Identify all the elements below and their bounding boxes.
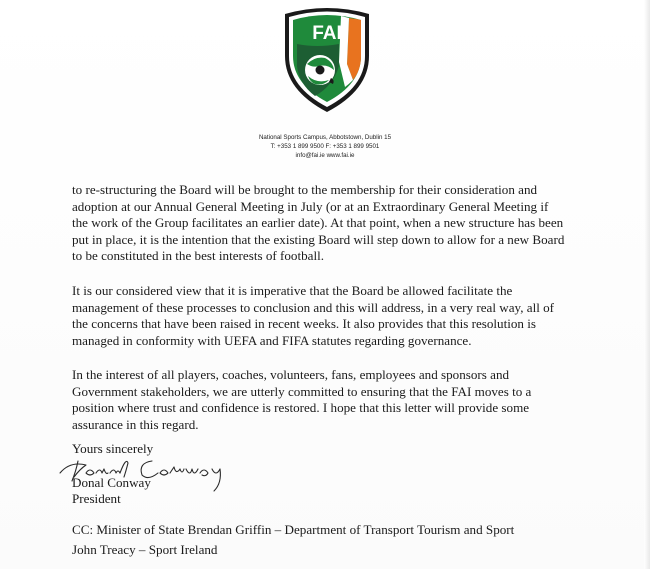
paragraph-line: the work of the Group facilitates an earlier date). At that point, when a new structure has been [72,215,564,231]
paragraph-line: put in place, it is the intention that the existing Board will step down to allow for a new Board [72,231,565,247]
paragraph-line: In the interest of all players, coaches, volunteers, fans, employees and sponsors and [72,367,510,382]
signer-title: President [72,491,121,506]
paragraph-line: to re-structuring the Board will be brought to the membership for their consideration and [72,182,538,197]
paragraph-line: adoption at our Annual General Meeting in July (or at an Extraordinary General Meeting if [72,198,549,214]
letterhead-address: National Sports Campus, Abbotstown, Dublin 15 [258,134,392,141]
paragraph-line: It is our considered view that it is imperative that the Board be allowed facilitate the [72,283,513,298]
fai-crest-logo [277,4,377,116]
letterhead-phone: T: +353 1 899 9500 F: +353 1 899 9501 [270,143,380,150]
paragraph-2 [72,283,592,349]
page-edge-shadow [644,0,650,569]
closing-salutation: Yours sincerely [72,441,154,456]
paragraph-1 [72,182,592,265]
paragraph-line: position where trust and confidence is restored. I hope that this letter will provide some [72,400,530,416]
crest-logo-text: FAI [312,23,342,44]
paragraph-line: the concerns that have been raised in recent weeks. It also provides that this resolution is [72,316,536,332]
cc-line-2: John Treacy – Sport Ireland [72,542,218,557]
letterhead-contact-block [200,133,450,160]
paragraph-line: to be constituted in the best interests of football. [72,248,325,264]
paragraph-3 [72,367,592,433]
signer-name: Donal Conway [72,475,151,490]
paragraph-line: management of these processes to conclusion and this will address, in a very real way, all of [72,299,555,315]
letterhead-contact: info@fai.ie www.fai.ie [295,152,355,159]
paragraph-line: assurance in this regard. [72,416,199,432]
paragraph-line: Government stakeholders, we are utterly committed to ensuring that the FAI moves to a [72,383,532,399]
paragraph-line: managed in conformity with UEFA and FIFA statutes regarding governance. [72,332,472,348]
cc-line-1: CC: Minister of State Brendan Griffin – Department of Transport Tourism and Sport [72,522,515,537]
